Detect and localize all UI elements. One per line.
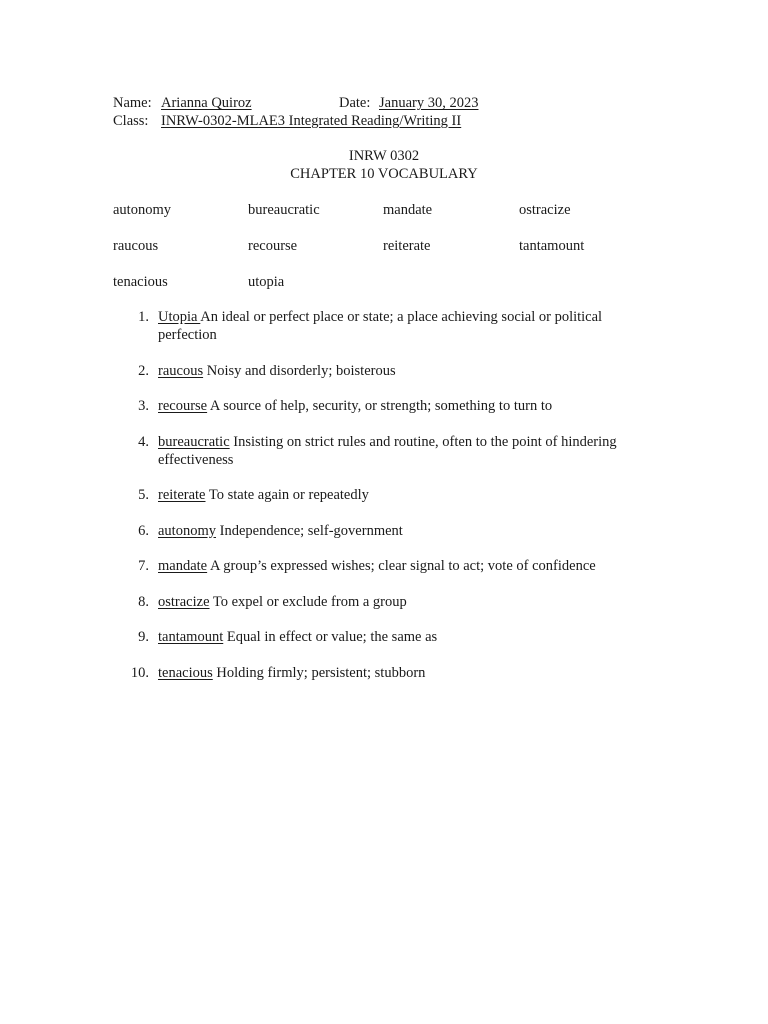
word-bank-term: tenacious xyxy=(113,274,168,290)
word-bank-row xyxy=(113,201,673,237)
definition-term: tenacious xyxy=(158,664,213,681)
definition-item xyxy=(113,522,653,540)
word-bank-row xyxy=(113,273,673,309)
definition-item xyxy=(113,557,653,575)
word-bank-term: ostracize xyxy=(519,202,571,218)
date-label: Date: xyxy=(339,95,371,111)
name-line xyxy=(113,94,252,112)
name-label: Name: xyxy=(113,95,152,111)
definition-number: 2. xyxy=(138,362,149,379)
definition-term: Utopia xyxy=(158,309,201,325)
definition-item xyxy=(113,362,653,380)
course-title: INRW 0302 xyxy=(348,148,420,164)
definition-number: 6. xyxy=(138,522,149,539)
definition-text: Holding firmly; persistent; stubborn xyxy=(212,664,426,681)
date-line xyxy=(339,94,478,112)
definition-number: 10. xyxy=(130,664,149,681)
definition-list xyxy=(113,308,653,699)
definition-number: 3. xyxy=(138,398,149,414)
definition-text: A group’s expressed wishes; clear signal to act; vote of confidence xyxy=(207,558,596,574)
word-bank-term: raucous xyxy=(113,238,159,254)
definition-term: mandate xyxy=(158,558,208,574)
definition-text: An ideal or perfect place or state; a place achieving social or political perfection xyxy=(158,309,603,343)
definition-item xyxy=(113,664,653,682)
definition-text: To state again or repeatedly xyxy=(205,487,369,503)
definition-term: ostracize xyxy=(158,593,210,610)
word-bank-term: utopia xyxy=(248,274,285,290)
definition-term: raucous xyxy=(158,362,204,379)
definition-number: 7. xyxy=(138,558,149,574)
class-value: INRW-0302-MLAE3 Integrated Reading/Writing II xyxy=(161,113,462,129)
definition-item xyxy=(113,308,653,344)
word-bank-term: reiterate xyxy=(383,238,431,254)
definition-item xyxy=(113,433,653,469)
definition-text: To expel or exclude from a group xyxy=(209,593,407,610)
definition-number: 9. xyxy=(138,629,149,645)
definition-item xyxy=(113,628,653,646)
definition-text: Noisy and disorderly; boisterous xyxy=(203,362,396,379)
definition-text: Independence; self-government xyxy=(216,522,403,539)
word-bank-term: recourse xyxy=(248,238,298,254)
word-bank-term: bureaucratic xyxy=(248,202,320,218)
date-value: January 30, 2023 xyxy=(379,95,479,111)
word-bank-term: autonomy xyxy=(113,202,171,218)
definition-text: A source of help, security, or strength; something to turn to xyxy=(207,398,553,414)
class-line xyxy=(113,112,461,130)
definition-number: 4. xyxy=(138,433,149,450)
word-bank-term: mandate xyxy=(383,202,433,218)
definition-item xyxy=(113,397,653,415)
definition-item xyxy=(113,486,653,504)
definition-term: autonomy xyxy=(158,522,216,539)
student-name: Arianna Quiroz xyxy=(161,95,252,111)
word-bank-term: tantamount xyxy=(519,238,585,254)
definition-item xyxy=(113,593,653,611)
definition-number: 1. xyxy=(138,309,149,325)
definition-text: Insisting on strict rules and routine, often to the point of hindering effectiveness xyxy=(158,433,617,468)
definition-number: 5. xyxy=(138,487,149,503)
class-label: Class: xyxy=(113,113,149,129)
word-bank-row xyxy=(113,237,673,273)
definition-term: tantamount xyxy=(158,629,224,645)
definition-text: Equal in effect or value; the same as xyxy=(223,629,438,645)
definition-term: recourse xyxy=(158,398,208,414)
chapter-title: CHAPTER 10 VOCABULARY xyxy=(290,166,478,182)
word-bank xyxy=(113,201,673,309)
definition-number: 8. xyxy=(138,593,149,610)
definition-term: bureaucratic xyxy=(158,433,230,450)
definition-term: reiterate xyxy=(158,487,206,503)
